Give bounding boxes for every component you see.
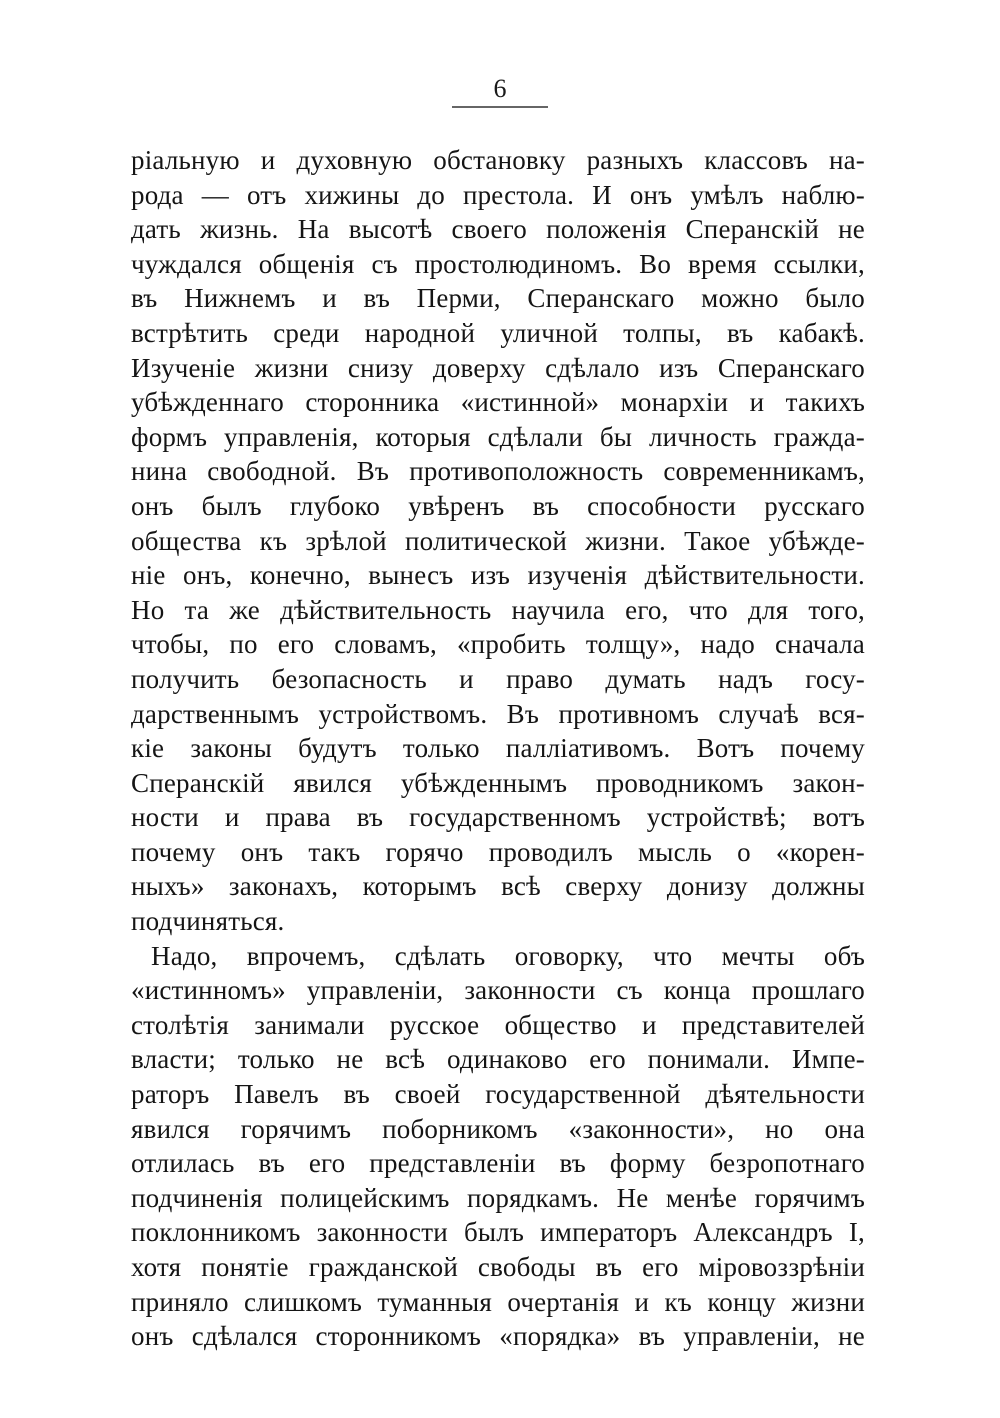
text-line: хотя понятіе гражданской свободы въ его міровоззрѣніи: [131, 1252, 865, 1282]
text-line: приняло слишкомъ туманныя очертанія и къ концу жизни: [131, 1286, 865, 1317]
text-line: явился горячимъ поборникомъ «законности», но она: [131, 1113, 865, 1144]
text-line: Сперанскій явился убѣжденнымъ проводникомъ закон-: [131, 767, 865, 798]
paragraph-end-line: подчиняться.: [131, 906, 285, 937]
text-line: ріальную и духовную обстановку разныхъ классовъ на-: [131, 145, 865, 175]
text-line: рода — отъ хижины до престола. И онъ умѣлъ наблю-: [131, 179, 865, 210]
text-line: дарственнымъ устройствомъ. Въ противномъ случаѣ вся-: [131, 698, 865, 729]
text-line: онъ былъ глубоко увѣренъ въ способности русскаго: [131, 490, 865, 521]
text-line: раторъ Павелъ въ своей государственной дѣятельности: [131, 1079, 865, 1110]
text-line: дать жизнь. На высотѣ своего положенія Сперанскій не: [131, 214, 865, 245]
text-line: подчиненія полицейскимъ порядкамъ. Не менѣе горячимъ: [131, 1182, 865, 1213]
header-rule: [452, 106, 548, 108]
text-line: формъ управленія, которыя сдѣлали бы личность гражда-: [131, 421, 865, 452]
text-line: ныхъ» законахъ, которымъ всѣ сверху донизу должны: [131, 871, 865, 902]
text-line: столѣтія занимали русское общество и представителей: [131, 1009, 865, 1040]
text-line: почему онъ такъ горячо проводилъ мысль о «корен-: [131, 836, 865, 867]
text-line: поклонникомъ законности былъ императоръ Александръ I,: [131, 1217, 865, 1248]
text-line: чуждался общенія съ простолюдиномъ. Во время ссылки,: [131, 248, 865, 279]
text-line: Изученіе жизни снизу доверху сдѣлало изъ Сперанскаго: [131, 352, 865, 383]
text-line: отлилась въ его представленіи въ форму безропотнаго: [131, 1148, 865, 1179]
text-line: убѣжденнаго сторонника «истинной» монархіи и такихъ: [131, 387, 865, 418]
paragraph-start-line: Надо, впрочемъ, сдѣлать оговорку, что мечты объ: [151, 940, 865, 971]
text-line: чтобы, по его словамъ, «пробить толщу», надо сначала: [131, 629, 865, 660]
text-line: кіе законы будутъ только палліативомъ. Вотъ почему: [131, 733, 865, 764]
text-line: получить безопасность и право думать надъ госу-: [131, 663, 865, 694]
text-line: онъ сдѣлался сторонникомъ «порядка» въ управленіи, не: [131, 1321, 865, 1352]
text-line: встрѣтить среди народной уличной толпы, въ кабакѣ.: [131, 317, 865, 348]
text-line: общества къ зрѣлой политической жизни. Такое убѣжде-: [131, 525, 865, 556]
text-line: нина свободной. Въ противоположность современникамъ,: [131, 456, 865, 487]
page-number: 6: [493, 74, 507, 103]
text-line: въ Нижнемъ и въ Перми, Сперанскаго можно было: [131, 283, 865, 314]
text-line: ности и права въ государственномъ устройствѣ; вотъ: [131, 802, 865, 833]
text-line: Но та же дѣйствительность научила его, что для того,: [131, 594, 865, 625]
text-line: «истинномъ» управленіи, законности съ конца прошлаго: [131, 975, 865, 1006]
text-line: ніе онъ, конечно, вынесъ изъ изученія дѣйствительности.: [131, 560, 865, 591]
body-text: [131, 143, 865, 1354]
text-line: власти; только не всѣ одинаково его понимали. Импе-: [131, 1044, 865, 1075]
